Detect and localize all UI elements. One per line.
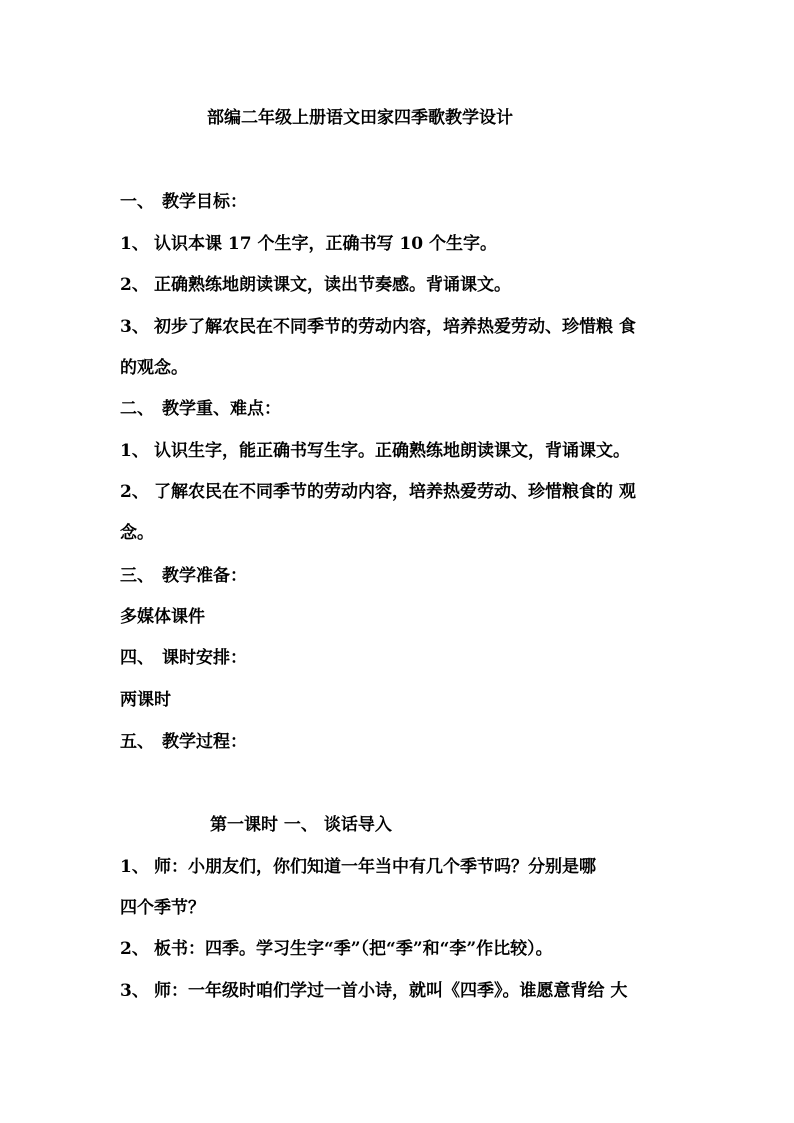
section-label: 教学准备： <box>162 566 247 586</box>
objective-item-3-continued: 的观念。 <box>120 358 188 378</box>
document-title: 部编二年级上册语文田家四季歌教学设计 <box>207 108 513 128</box>
section-number: 二、 <box>120 399 154 419</box>
item-number: 2、 <box>120 939 149 959</box>
lesson-heading: 第一课时 一、 谈话导入 <box>210 815 392 835</box>
process-item-1 <box>120 856 596 878</box>
item-text: 板书：四季。学习生字“季”（把“季”和“李”作比较）。 <box>154 939 553 959</box>
section-number: 五、 <box>120 732 154 752</box>
key-point-item-2 <box>120 481 636 503</box>
section-heading-process <box>120 731 247 753</box>
item-text: 认识生字，能正确书写生字。正确熟练地朗读课文，背诵课文。 <box>154 441 630 461</box>
item-text: 师：小朋友们，你们知道一年当中有几个季节吗？分别是哪 <box>154 857 596 877</box>
process-item-2 <box>120 938 553 960</box>
item-number: 2、 <box>120 482 149 502</box>
item-number: 1、 <box>120 234 149 254</box>
key-point-item-2-continued: 念。 <box>120 523 154 543</box>
item-number: 1、 <box>120 857 149 877</box>
section-heading-objectives <box>120 191 247 213</box>
item-number: 3、 <box>120 317 149 337</box>
objective-item-3 <box>120 316 636 338</box>
objective-item-1 <box>120 233 497 255</box>
section-label: 课时安排： <box>162 648 247 668</box>
preparation-text: 多媒体课件 <box>120 607 205 627</box>
item-number: 2、 <box>120 275 149 295</box>
item-number: 1、 <box>120 441 149 461</box>
section-heading-schedule <box>120 647 247 669</box>
section-number: 四、 <box>120 648 154 668</box>
item-text: 初步了解农民在不同季节的劳动内容，培养热爱劳动、珍惜粮 食 <box>154 317 636 337</box>
key-point-item-1 <box>120 440 630 462</box>
item-text: 认识本课 17 个生字，正确书写 10 个生字。 <box>154 234 497 254</box>
section-heading-key-points <box>120 398 281 420</box>
process-item-3 <box>120 980 627 1002</box>
section-number: 一、 <box>120 192 154 212</box>
section-label: 教学重、难点： <box>162 399 281 419</box>
item-number: 3、 <box>120 981 149 1001</box>
item-text: 师：一年级时咱们学过一首小诗，就叫《四季》。谁愿意背给 大 <box>154 981 628 1001</box>
section-label: 教学过程： <box>162 732 247 752</box>
objective-item-2 <box>120 274 511 296</box>
item-text: 了解农民在不同季节的劳动内容，培养热爱劳动、珍惜粮食的 观 <box>154 482 636 502</box>
schedule-text: 两课时 <box>120 690 171 710</box>
section-heading-preparation <box>120 565 247 587</box>
section-label: 教学目标： <box>162 192 247 212</box>
item-text: 正确熟练地朗读课文，读出节奏感。背诵课文。 <box>154 275 511 295</box>
process-item-1-continued: 四个季节？ <box>120 898 205 918</box>
section-number: 三、 <box>120 566 154 586</box>
